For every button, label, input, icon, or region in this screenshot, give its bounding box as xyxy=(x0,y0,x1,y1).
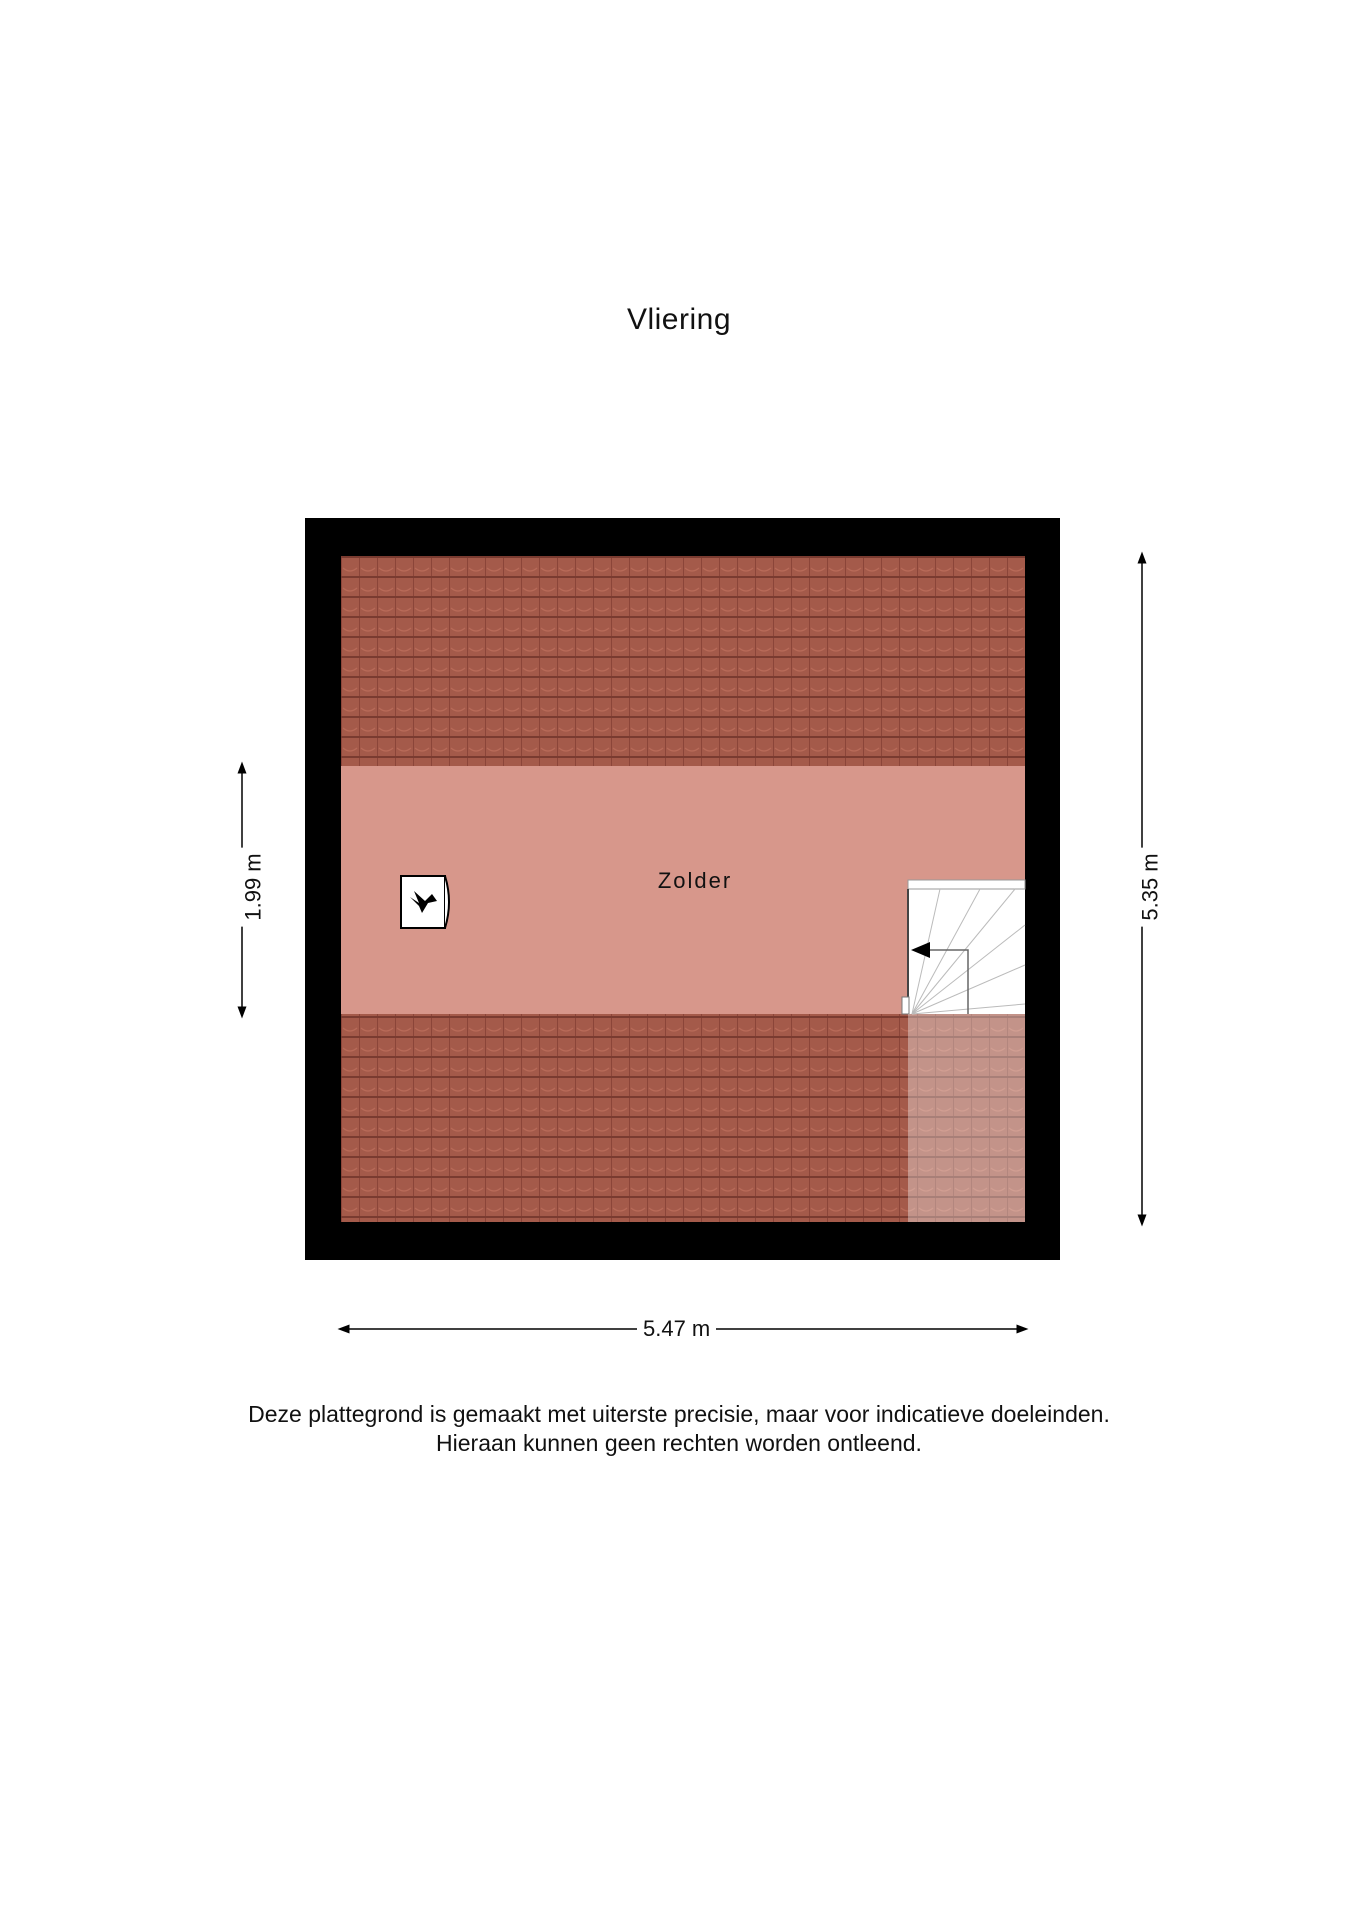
roof-section-top xyxy=(341,556,1025,766)
stairs-icon xyxy=(902,880,1025,1014)
stair-opening xyxy=(908,1014,1025,1222)
ceiling-height-label: 1.99 m xyxy=(241,847,267,926)
disclaimer xyxy=(0,1400,1358,1458)
width-label: 5.47 m xyxy=(637,1316,716,1342)
depth-label: 5.35 m xyxy=(1138,847,1164,926)
floor-title: Vliering xyxy=(626,303,732,336)
disclaimer-line-1: Deze plattegrond is gemaakt met uiterste precisie, maar voor indicatieve doeleinden. xyxy=(248,1401,1110,1427)
disclaimer-line-2: Hieraan kunnen geen rechten worden ontleend. xyxy=(436,1430,922,1456)
boiler-icon xyxy=(401,876,449,928)
room-label: Zolder xyxy=(657,868,733,893)
